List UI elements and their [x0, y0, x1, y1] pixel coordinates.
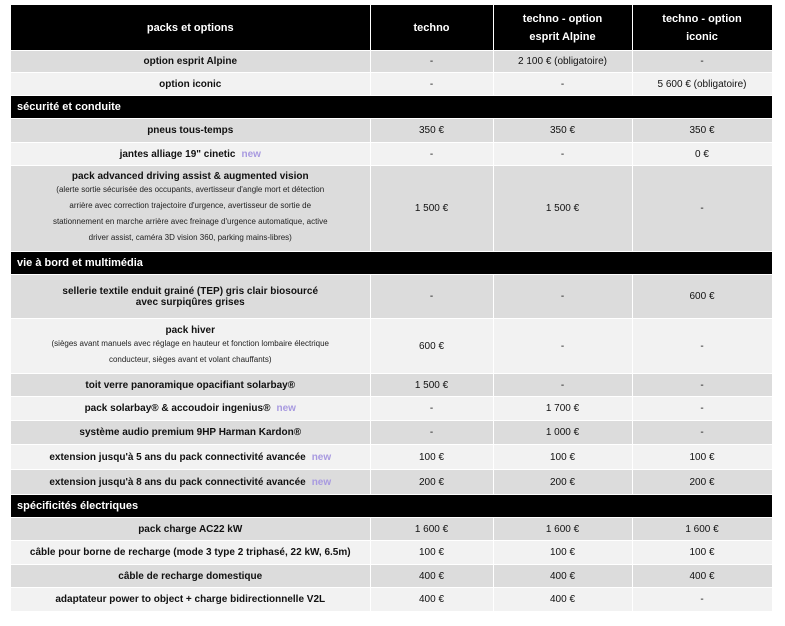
new-badge: new [276, 403, 296, 414]
section-header-electriques: spécificités électriques [11, 495, 772, 518]
header-esprit-alpine: techno - option esprit Alpine [493, 5, 632, 51]
header-iconic: techno - option iconic [632, 5, 772, 51]
header-packs-options: packs et options [11, 5, 370, 51]
new-badge: new [311, 476, 332, 488]
table-row: jantes alliage 19" cinetic new - - 0 € [11, 143, 772, 166]
table-row: option iconic - - 5 600 € (obligatoire) [11, 73, 772, 96]
table-row: option esprit Alpine - 2 100 € (obligatoire) - [11, 51, 772, 73]
section-header-securite: sécurité et conduite [11, 96, 772, 119]
table-row: pack charge AC22 kW 1 600 € 1 600 € 1 600 € [11, 518, 772, 541]
table-row: câble de recharge domestique 400 € 400 € 400 € [11, 565, 772, 588]
table-row: pack advanced driving assist & augmented vision (alerte sortie sécurisée des occupants, avertisseur d'angle mort et détection arrière avec correction trajectoire d'urgence, avertisseur de sortie de stationnement en marche arrière avec freinage d'urgence automatique, active driver assist, caméra 3D vision 360, parking mains-libres) 1 500 € 1 500 € - [11, 166, 772, 252]
table-row: câble pour borne de recharge (mode 3 type 2 triphasé, 22 kW, 6.5m) 100 € 100 € 100 € [11, 541, 772, 565]
table-row: système audio premium 9HP Harman Kardon® - 1 000 € - [11, 421, 772, 445]
table-row: pneus tous-temps 350 € 350 € 350 € [11, 119, 772, 143]
new-badge: new [241, 148, 261, 160]
table-row: pack hiver (sièges avant manuels avec réglage en hauteur et fonction lombaire électrique conducteur, sièges avant et volant chauffants) 600 € - - [11, 319, 772, 374]
table-row: extension jusqu'à 5 ans du pack connectivité avancée new 100 € 100 € 100 € [11, 445, 772, 470]
new-badge: new [311, 451, 332, 463]
table-row: extension jusqu'à 8 ans du pack connectivité avancée new 200 € 200 € 200 € [11, 470, 772, 495]
table-row: adaptateur power to object + charge bidirectionnelle V2L 400 € 400 € - [11, 588, 772, 612]
table-row: pack solarbay® & accoudoir ingenius® new - 1 700 € - [11, 397, 772, 421]
table-header-row [11, 5, 772, 51]
header-techno: techno [370, 5, 493, 51]
table-row: toit verre panoramique opacifiant solarbay® 1 500 € - - [11, 374, 772, 397]
section-header-vie-a-bord: vie à bord et multimédia [11, 252, 772, 275]
table-row: sellerie textile enduit grainé (TEP) gris clair biosourcé avec surpiqûres grises - - 600 € [11, 275, 772, 319]
options-price-table [11, 5, 772, 612]
